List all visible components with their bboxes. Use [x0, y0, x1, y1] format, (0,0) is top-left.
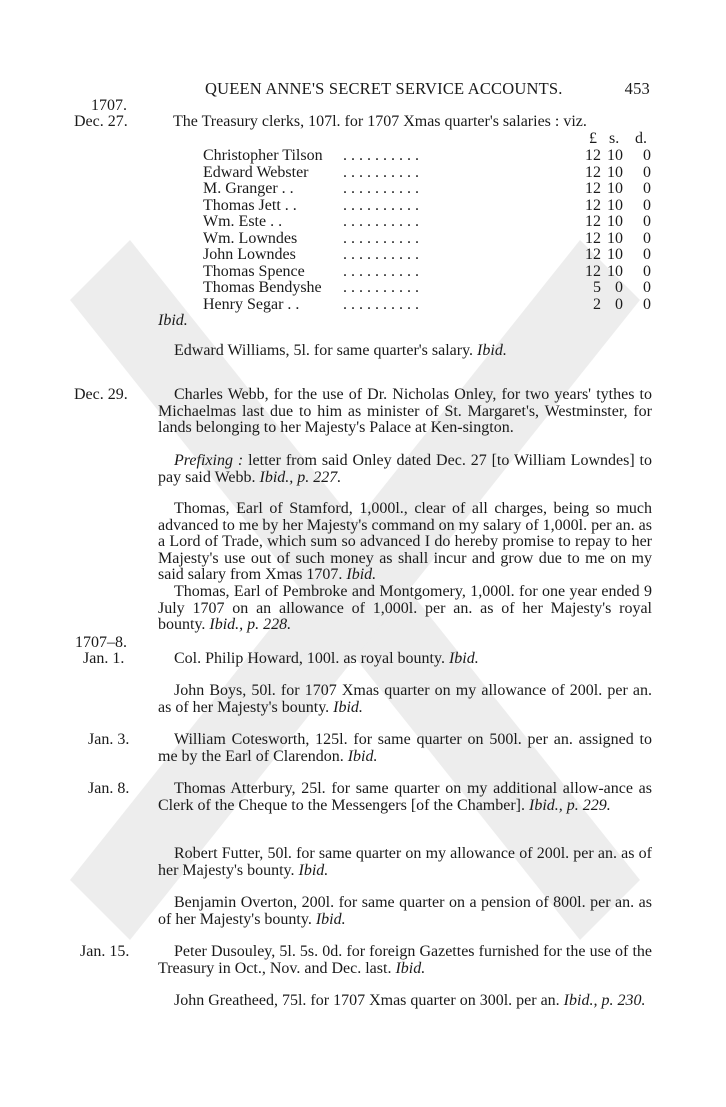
header-title: QUEEN ANNE'S SECRET SERVICE ACCOUNTS. [205, 79, 563, 98]
entry-paragraph: Thomas Atterbury, 25l. for same quarter on my additional allow-ance as Clerk of the Cheque to the Messengers [of the Chamber]. Ibid., p. 229. [158, 780, 652, 814]
salary-row [203, 297, 651, 314]
amount-pence: 0 [643, 246, 651, 263]
entry-paragraph: Robert Futter, 50l. for same quarter on my allowance of 200l. per an. as of her Majesty's bounty. Ibid. [158, 845, 652, 879]
amount-pence: 0 [643, 213, 651, 230]
page-number: 453 [624, 79, 650, 98]
amount-pounds: 12 [585, 147, 601, 164]
clerk-name: John Lowndes [203, 246, 296, 263]
year-label: 1707. [91, 97, 127, 114]
clerk-name: Edward Webster [203, 163, 309, 181]
clerk-name: Thomas Bendyshe [203, 279, 322, 296]
amount-pounds: 12 [585, 229, 601, 247]
leader-dots: . . . . . . . . . . [343, 180, 419, 197]
entry-paragraph: Edward Williams, 5l. for same quarter's salary. Ibid. [174, 342, 507, 359]
date-label: Dec. 29. [74, 386, 128, 403]
date-label: Jan. 15. [80, 943, 130, 960]
amount-pence: 0 [643, 279, 651, 296]
amount-pounds: 12 [585, 262, 601, 280]
salary-row [203, 247, 651, 264]
amount-pounds: 12 [585, 213, 601, 230]
entry-paragraph: Benjamin Overton, 200l. for same quarter on a pension of 800l. per an. as of her Majesty's bounty. Ibid. [158, 894, 652, 928]
date-label: Dec. 27. [74, 113, 128, 130]
leader-dots: . . . . . . . . . . [343, 246, 419, 263]
pence-header: d. [635, 130, 647, 147]
clerk-name: Thomas Jett . . [203, 196, 297, 214]
pounds-header: £ [589, 130, 597, 147]
amount-shillings: 10 [607, 262, 623, 280]
leader-dots: . . . . . . . . . . [343, 213, 419, 230]
amount-shillings: 10 [607, 180, 623, 197]
clerk-name: Thomas Spence [203, 262, 305, 280]
shillings-header: s. [609, 130, 620, 147]
amount-shillings: 0 [615, 279, 623, 296]
amount-shillings: 10 [607, 229, 623, 247]
leader-dots: . . . . . . . . . . [343, 295, 419, 313]
amount-shillings: 10 [607, 213, 623, 230]
salary-row [203, 148, 651, 165]
date-label: Jan. 8. [88, 780, 130, 797]
salary-row [203, 181, 651, 198]
amount-shillings: 10 [607, 196, 623, 214]
amount-pounds: 12 [585, 180, 601, 197]
leader-dots: . . . . . . . . . . [343, 147, 419, 164]
amount-shillings: 10 [607, 246, 623, 263]
leader-dots: . . . . . . . . . . [343, 279, 419, 296]
date-label: Jan. 3. [88, 731, 130, 748]
date-label: Jan. 1. [83, 650, 125, 667]
amount-pounds: 2 [593, 295, 601, 313]
amount-pence: 0 [643, 180, 651, 197]
clerk-name: Wm. Lowndes [203, 229, 298, 247]
salary-row [203, 214, 651, 231]
amount-shillings: 10 [607, 147, 623, 164]
amount-pence: 0 [643, 262, 651, 280]
leader-dots: . . . . . . . . . . [343, 229, 419, 247]
leader-dots: . . . . . . . . . . [343, 262, 419, 280]
entry-paragraph: Prefixing : letter from said Onley dated Dec. 27 [to William Lowndes] to pay said Webb. Ibid., p. 227. [158, 452, 653, 486]
amount-pence: 0 [643, 196, 651, 214]
clerk-name: M. Granger . . [203, 180, 294, 197]
clerk-name: Henry Segar . . [203, 295, 300, 313]
amount-pence: 0 [643, 295, 651, 313]
entry-paragraph: John Greatheed, 75l. for 1707 Xmas quarter on 300l. per an. Ibid., p. 230. [174, 992, 646, 1009]
clerk-name: Wm. Este . . [203, 213, 283, 230]
salary-row [203, 280, 651, 297]
amount-shillings: 0 [615, 295, 623, 313]
entry-intro: The Treasury clerks, 107l. for 1707 Xmas quarter's salaries : viz. [173, 113, 587, 130]
amount-pence: 0 [643, 229, 651, 247]
year-label: 1707–8. [75, 634, 127, 651]
amount-pounds: 12 [585, 196, 601, 214]
entry-paragraph: Thomas, Earl of Pembroke and Montgomery, 1,000l. for one year ended 9 July 1707 on an allowance of 1,000l. per an. as of her Majesty's royal bounty. Ibid., p. 228. [158, 583, 652, 633]
amount-pence: 0 [643, 147, 651, 164]
amount-shillings: 10 [607, 163, 623, 181]
salary-row [203, 198, 651, 215]
entry-paragraph: Charles Webb, for the use of Dr. Nicholas Onley, for two years' tythes to Michaelmas last due to him as minister of St. Margaret's, Westminster, for lands belonging to her Majesty's Palace at Ken-sington. [158, 386, 652, 436]
entry-paragraph: William Cotesworth, 125l. for same quarter on 500l. per an. assigned to me by the Earl of Clarendon. Ibid. [158, 731, 652, 765]
entry-paragraph: Col. Philip Howard, 100l. as royal bounty. Ibid. [174, 650, 479, 667]
amount-pounds: 5 [593, 279, 601, 296]
leader-dots: . . . . . . . . . . [343, 163, 419, 181]
entry-paragraph: John Boys, 50l. for 1707 Xmas quarter on my allowance of 200l. per an. as of her Majesty's bounty. Ibid. [158, 682, 652, 716]
salary-row [203, 264, 651, 281]
salary-row [203, 165, 651, 182]
entry-paragraph: Peter Dusouley, 5l. 5s. 0d. for foreign Gazettes furnished for the use of the Treasury in Oct., Nov. and Dec. last. Ibid. [158, 943, 652, 977]
amount-pounds: 12 [585, 246, 601, 263]
clerk-name: Christopher Tilson [203, 147, 323, 164]
running-header [205, 81, 650, 97]
amount-pounds: 12 [585, 163, 601, 181]
leader-dots: . . . . . . . . . . [343, 196, 419, 214]
entry-paragraph: Thomas, Earl of Stamford, 1,000l., clear of all charges, being so much advanced to me by her Majesty's command on my salary of 1,000l. per an. as a Lord of Trade, which sum so advanced I do hereby promise to repay to her Majesty's use out of such money as shall incur and grow due to me on my said salary from Xmas 1707. Ibid. [158, 500, 652, 583]
salary-row [203, 231, 651, 248]
amount-pence: 0 [643, 163, 651, 181]
ibid-ref: Ibid. [158, 312, 188, 329]
